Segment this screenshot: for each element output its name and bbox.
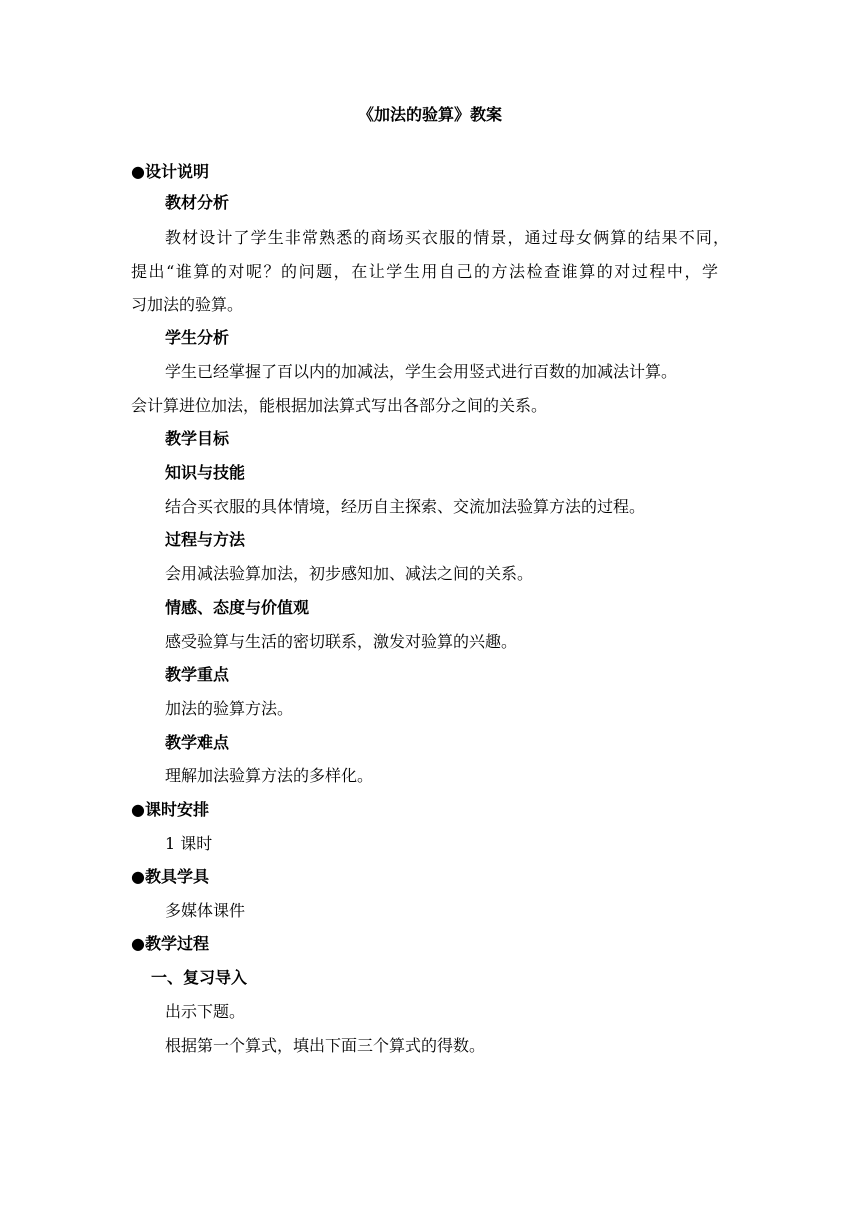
section-heading-process-text: 教学过程 bbox=[144, 934, 209, 953]
step1-line-1: 出示下题。 bbox=[165, 1002, 246, 1021]
emotion-values-text: 感受验算与生活的密切联系，激发对验算的兴趣。 bbox=[165, 632, 518, 651]
difficulties-heading: 教学难点 bbox=[165, 733, 230, 752]
material-analysis-line-2: 提出“谁算的对呢？的问题，在让学生用自己的方法检查谁算的对过程中，学 bbox=[131, 262, 718, 281]
section-heading-design bbox=[131, 161, 209, 183]
process-method-heading: 过程与方法 bbox=[165, 530, 246, 549]
material-analysis-line-1: 教材设计了学生非常熟悉的商场买衣服的情景，通过母女俩算的结果不同， bbox=[165, 228, 729, 247]
key-points-heading: 教学重点 bbox=[165, 665, 230, 684]
knowledge-skills-heading: 知识与技能 bbox=[165, 463, 246, 482]
bullet: ● bbox=[131, 162, 145, 181]
student-analysis-line-2: 会计算进位加法，能根据加法算式写出各部分之间的关系。 bbox=[131, 396, 548, 415]
bullet: ● bbox=[131, 800, 145, 819]
document-title: 《加法的验算》教案 bbox=[357, 105, 502, 124]
knowledge-skills-text: 结合买衣服的具体情境，经历自主探索、交流加法验算方法的过程。 bbox=[165, 497, 646, 516]
section-heading-tools-text: 教具学具 bbox=[144, 867, 209, 886]
section-heading-schedule bbox=[131, 799, 209, 821]
difficulties-text: 理解加法验算方法的多样化。 bbox=[165, 766, 374, 785]
key-points-text: 加法的验算方法。 bbox=[165, 699, 294, 718]
step1-line-2: 根据第一个算式，填出下面三个算式的得数。 bbox=[165, 1036, 486, 1055]
teaching-goals-heading: 教学目标 bbox=[165, 429, 230, 448]
section-heading-schedule-text: 课时安排 bbox=[144, 800, 209, 819]
process-method-text: 会用减法验算加法，初步感知加、减法之间的关系。 bbox=[165, 564, 534, 583]
section-heading-design-text: 设计说明 bbox=[144, 162, 209, 181]
student-analysis-heading: 学生分析 bbox=[165, 328, 230, 347]
tools-text: 多媒体课件 bbox=[165, 901, 246, 920]
student-analysis-line-1: 学生已经掌握了百以内的加减法，学生会用竖式进行百数的加减法计算。 bbox=[165, 362, 678, 381]
schedule-text: 1 课时 bbox=[165, 834, 213, 853]
material-analysis-heading: 教材分析 bbox=[165, 193, 230, 212]
section-heading-process bbox=[131, 933, 209, 955]
emotion-values-heading: 情感、态度与价值观 bbox=[165, 598, 310, 617]
section-heading-tools bbox=[131, 866, 209, 888]
material-analysis-line-3: 习加法的验算。 bbox=[131, 295, 244, 314]
step1-heading: 一、复习导入 bbox=[151, 968, 248, 987]
bullet: ● bbox=[131, 934, 145, 953]
bullet: ● bbox=[131, 867, 145, 886]
